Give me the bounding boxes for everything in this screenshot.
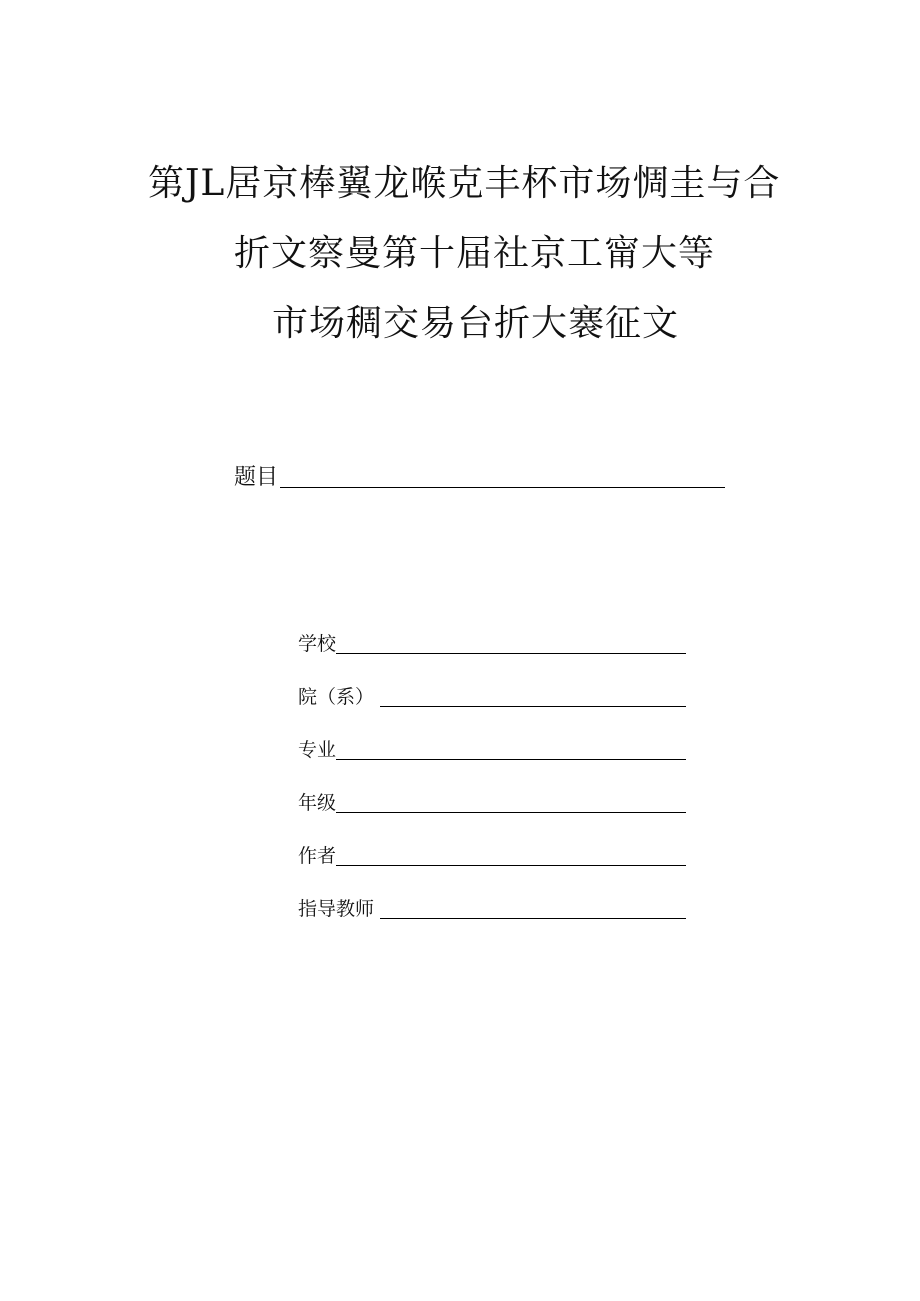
- advisor-label: 指导教师: [298, 898, 375, 920]
- school-label: 学校: [298, 633, 337, 655]
- grade-label: 年级: [298, 792, 337, 814]
- major-label: 专业: [298, 739, 337, 761]
- school-blank-line[interactable]: [336, 653, 686, 654]
- author-label: 作者: [298, 845, 337, 867]
- major-field: [298, 732, 686, 762]
- grade-blank-line[interactable]: [336, 812, 686, 813]
- school-field: [298, 626, 686, 656]
- author-blank-line[interactable]: [336, 865, 686, 866]
- department-field: [298, 679, 686, 709]
- topic-field: [234, 460, 725, 492]
- title-line-3: 市场稠交易台折大褰征文: [272, 303, 680, 344]
- topic-label: 题目: [234, 465, 279, 490]
- author-field: [298, 838, 686, 868]
- title-line-1: 第JL居京棒翼龙喉克丰杯市场惆圭与合: [148, 163, 781, 204]
- grade-field: [298, 785, 686, 815]
- topic-blank-line[interactable]: [280, 487, 725, 488]
- major-blank-line[interactable]: [336, 759, 686, 760]
- title-line-2: 折文察曼第十届社京工甯大等: [234, 233, 716, 274]
- department-blank-line[interactable]: [380, 706, 686, 707]
- department-label: 院（系）: [298, 686, 375, 708]
- advisor-field: [298, 891, 686, 921]
- advisor-blank-line[interactable]: [380, 918, 686, 919]
